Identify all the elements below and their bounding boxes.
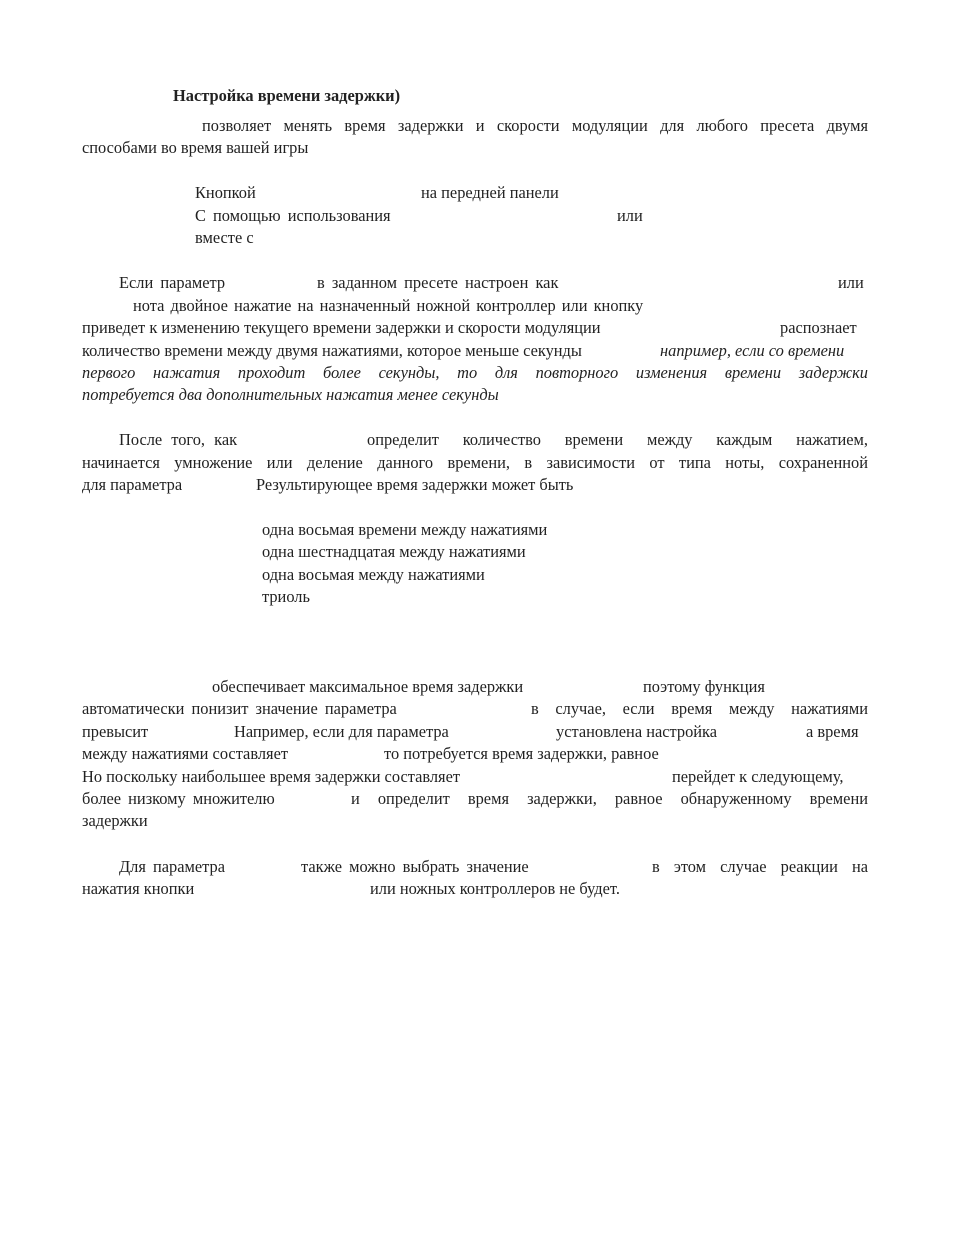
p1-line-4a: количество времени между двумя нажатиями, которое меньше секунды: [82, 341, 582, 360]
p4-line-2a: нажатия кнопки: [82, 879, 195, 898]
p3-line-2b: в случае, если время между нажатиями: [531, 699, 868, 718]
p4-line-1a: Для параметра: [119, 857, 225, 876]
p1-line-1c: или: [838, 273, 864, 292]
p3-line-6b: и определит время задержки, равное обнаруженному времени: [351, 789, 868, 808]
p3-line-5b: перейдет к следующему,: [672, 767, 844, 786]
method-2-label: С помощью использования: [195, 206, 391, 225]
p3-line-1a: обеспечивает максимальное время задержки: [212, 677, 524, 696]
p2-line-3a: для параметра: [82, 475, 183, 494]
p3-line-3c: установлена настройка: [556, 722, 718, 741]
method-2-detail: или: [617, 206, 643, 225]
p1-line-5: первого нажатия проходит более секунды, то для повторного изменения времени задержки: [82, 363, 868, 382]
p4-line-2b: или ножных контроллеров не будет.: [370, 879, 620, 898]
result-item-4: триоль: [262, 587, 310, 606]
p2-line-3b: Результирующее время задержки может быть: [256, 475, 574, 494]
p3-line-6a: более низкому множителю: [82, 789, 275, 808]
p2-line-1b: определит количество времени между каждым нажатием,: [367, 430, 868, 449]
p3-line-3b: Например, если для параметра: [234, 722, 449, 741]
p2-line-1a: После того, как: [119, 430, 238, 449]
method-1-label: Кнопкой: [195, 183, 256, 202]
p4-line-1b: также можно выбрать значение: [301, 857, 529, 876]
p3-line-5a: Но поскольку наибольшее время задержки составляет: [82, 767, 461, 786]
p2-line-2: начинается умножение или деление данного времени, в зависимости от типа ноты, сохраненной: [82, 453, 868, 472]
p1-line-1b: в заданном пресете настроен как: [317, 273, 559, 292]
p3-line-4a: между нажатиями составляет: [82, 744, 289, 763]
p3-line-2a: автоматически понизит значение параметра: [82, 699, 397, 718]
p1-line-3a: приведет к изменению текущего времени задержки и скорости модуляции: [82, 318, 601, 337]
p3-line-1b: поэтому функция: [643, 677, 765, 696]
result-item-1: одна восьмая времени между нажатиями: [262, 520, 548, 539]
p3-line-3d: а время: [806, 722, 859, 741]
method-3-label: вместе с: [195, 228, 254, 247]
method-1-detail: на передней панели: [421, 183, 559, 202]
result-item-2: одна шестнадцатая между нажатиями: [262, 542, 526, 561]
intro-line-1: позволяет менять время задержки и скорости модуляции для любого пресета двумя: [202, 116, 868, 135]
intro-line-2: способами во время вашей игры: [82, 138, 309, 157]
p3-line-7: задержки: [82, 811, 148, 830]
p3-line-3a: превысит: [82, 722, 149, 741]
result-item-3: одна восьмая между нажатиями: [262, 565, 485, 584]
p3-line-4b: то потребуется время задержки, равное: [384, 744, 659, 763]
section-title: Настройка времени задержки): [173, 86, 401, 105]
p1-line-1a: Если параметр: [119, 273, 226, 292]
p1-line-6: потребуется два дополнительных нажатия менее секунды: [82, 385, 499, 404]
p1-line-3b: распознает: [780, 318, 857, 337]
p1-line-2: нота двойное нажатие на назначенный ножной контроллер или кнопку: [133, 296, 644, 315]
p1-line-4b: например, если со времени: [660, 341, 845, 360]
p4-line-1c: в этом случае реакции на: [652, 857, 868, 876]
